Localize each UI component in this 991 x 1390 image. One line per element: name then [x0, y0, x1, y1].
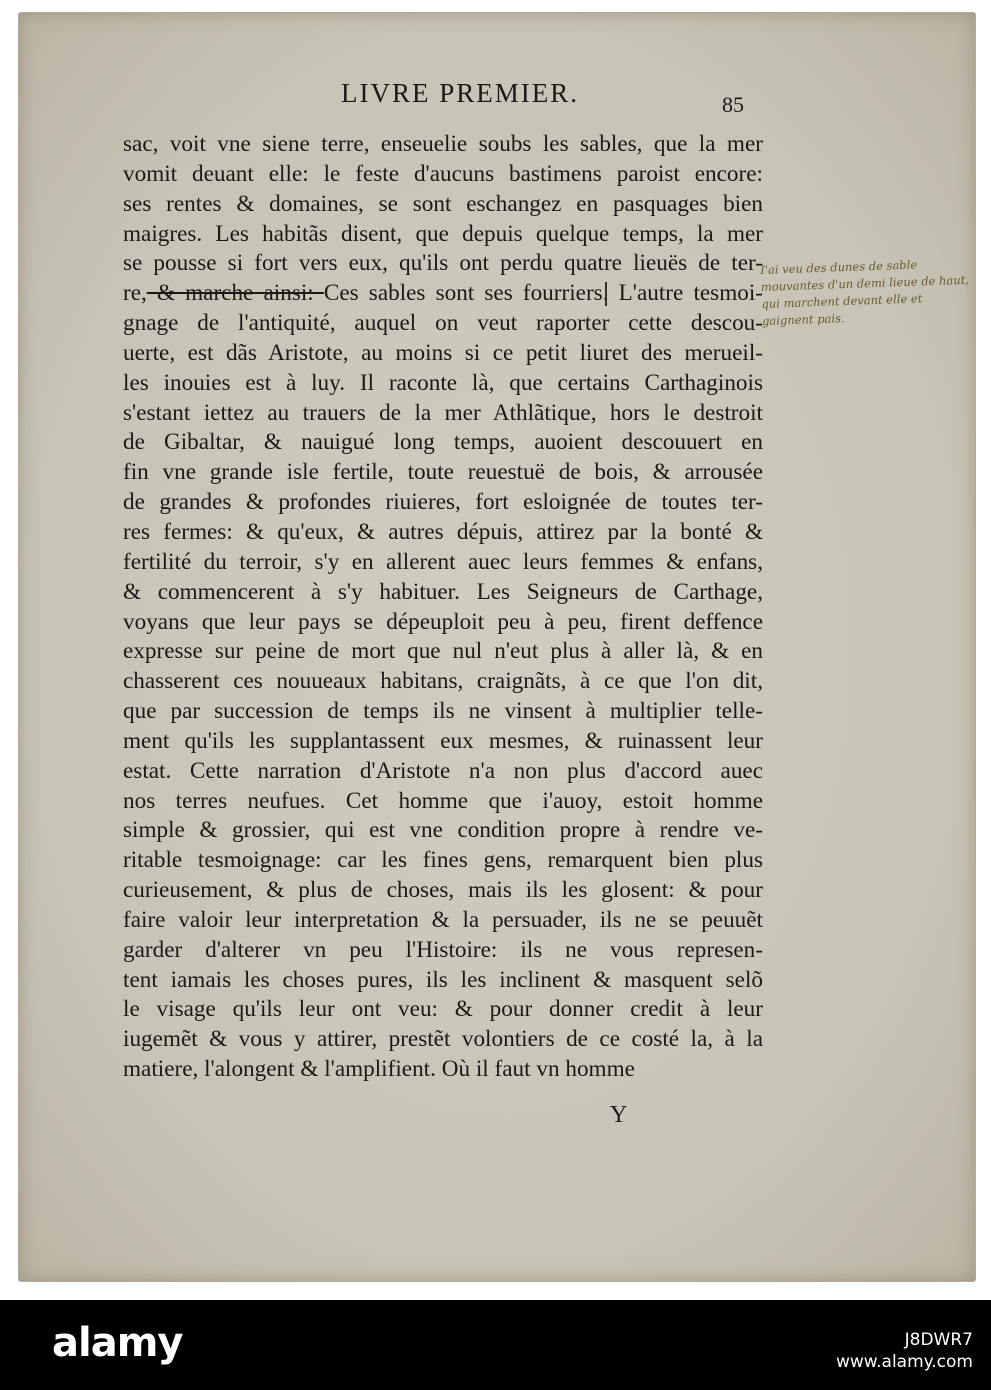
- watermark-info: [836, 1330, 973, 1372]
- text-line: sac, voit vne siene terre, enseuelie soubs les sables, que la mer: [123, 131, 763, 157]
- text-line: chasserent ces nouueaux habitans, craignãts, à ce que l'on dit,: [123, 668, 763, 695]
- signature-mark: Y: [610, 1102, 628, 1128]
- insertion-bracket: [605, 282, 615, 306]
- text-line: de grandes & profondes riuieres, fort esloignée de toutes ter-: [123, 489, 763, 516]
- watermark-image-id: J8DWR7: [904, 1330, 973, 1350]
- text-line: le visage qu'ils leur ont veu: & pour donner credit à leur: [123, 996, 763, 1023]
- text-line: simple & grossier, qui est vne condition propre à rendre ve-: [123, 817, 763, 844]
- text-line: s'estant iettez au trauers de la mer Athlãtique, hors le destroit: [123, 399, 763, 426]
- text-line: se pousse si fort vers eux, qu'ils ont perdu quatre lieuës de ter-: [123, 250, 763, 277]
- text-line: curieusement, & plus de choses, mais ils les glosent: & pour: [123, 877, 763, 904]
- text-line: gnage de l'antiquité, auquel on veut raporter cette descou-: [123, 310, 763, 337]
- text-line: voyans que leur pays se dépeuploit peu à peu, firent deffence: [123, 608, 763, 635]
- line-fragment: re,: [123, 280, 147, 307]
- text-line: fertilité du terroir, s'y en allerent auec leurs femmes & enfans,: [123, 548, 763, 575]
- text-line: res fermes: & qu'eux, & autres dépuis, attirez par la bonté &: [123, 518, 763, 545]
- watermark-site: www.alamy.com: [835, 1352, 973, 1372]
- text-line: que par succession de temps ils ne vinsent à multiplier telle-: [123, 698, 763, 725]
- text-line: uerte, est dãs Aristote, au moins si ce petit liuret des merueil-: [123, 339, 763, 366]
- text-line: expresse sur peine de mort que nul n'eut plus à aller là, & en: [123, 638, 763, 665]
- text-line: maigres. Les habitãs disent, que depuis quelque temps, la mer: [123, 220, 763, 247]
- text-line: de Gibaltar, & nauigué long temps, auoient descouuert en: [123, 429, 763, 456]
- body-text: [123, 130, 763, 1085]
- text-line: les inouies est à luy. Il raconte là, que certains Carthaginois: [123, 369, 763, 396]
- text-line: tent iamais les choses pures, ils les inclinent & masquent selõ: [123, 966, 763, 993]
- text-line: vomit deuant elle: le feste d'aucuns bastimens paroist encore:: [123, 160, 763, 187]
- line-fragment: Ces sables sont ses fourriers. L'autre tesmoi-: [323, 280, 764, 307]
- running-head: LIVRE PREMIER.: [340, 78, 579, 108]
- struck-out-text: & marche ainsi:: [146, 280, 324, 307]
- text-line-with-deletion: [123, 279, 763, 309]
- text-line: fin vne grande isle fertile, toute reuestuë de bois, & arrousée: [123, 459, 763, 486]
- text-line: & commencerent à s'y habituer. Les Seigneurs de Carthage,: [123, 578, 763, 605]
- text-line: ses rentes & domaines, se sont eschangez en pasquages bien: [123, 190, 763, 217]
- text-line: nos terres neufues. Cet homme que i'auoy, estoit homme: [123, 787, 763, 814]
- text-line: estat. Cette narration d'Aristote n'a non plus d'accord auec: [123, 757, 763, 784]
- text-line: ment qu'ils les supplantassent eux mesmes, & ruinassent leur: [123, 727, 763, 754]
- text-line: matiere, l'alongent & l'amplifient. Où il faut vn homme: [123, 1056, 635, 1083]
- handwritten-marginal-note: I'ai veu des dunes de sable mouvantes d'un demi lieue de haut, qui marchent devant elle et gaignent pais.: [760, 257, 970, 328]
- text-line: faire valoir leur interpretation & la persuader, ils ne se peuuẽt: [123, 906, 763, 933]
- watermark-logo: alamy: [52, 1320, 183, 1366]
- text-line: iugemẽt & vous y attirer, prestẽt volontiers de ce costé la, à la: [123, 1026, 763, 1053]
- text-line: garder d'alterer vn peu l'Histoire: ils ne vous represen-: [123, 936, 763, 963]
- text-line: ritable tesmoignage: car les fines gens, remarquent bien plus: [123, 847, 763, 874]
- page-number: 85: [722, 92, 744, 117]
